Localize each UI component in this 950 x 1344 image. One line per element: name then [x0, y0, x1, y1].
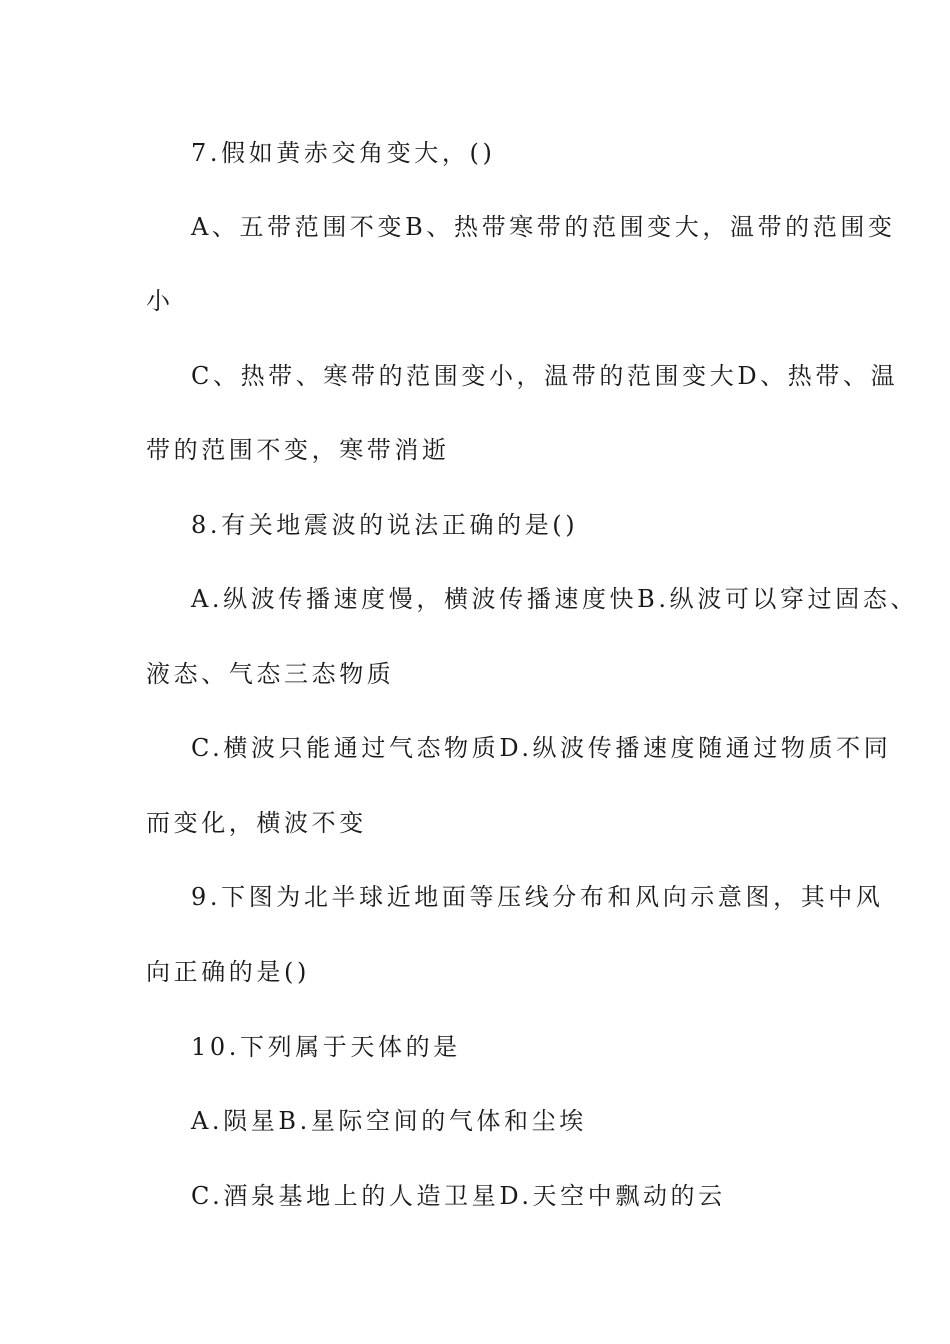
- question-7-options-cd-continued: 带的范围不变，寒带消逝: [146, 436, 450, 464]
- question-10-options-cd: C.酒泉基地上的人造卫星D.天空中飘动的云: [191, 1182, 726, 1210]
- question-8-options-cd: C.横波只能通过气态物质D.纵波传播速度随通过物质不同: [191, 734, 892, 762]
- question-8-options-ab: A.纵波传播速度慢，横波传播速度快B.纵波可以穿过固态、: [191, 585, 919, 613]
- question-9-stem: 9.下图为北半球近地面等压线分布和风向示意图，其中风: [191, 883, 884, 911]
- question-9-stem-continued: 向正确的是(): [146, 958, 310, 986]
- question-10-options-ab: A.陨星B.星际空间的气体和尘埃: [191, 1107, 587, 1135]
- question-10-stem: 10.下列属于天体的是: [191, 1033, 461, 1061]
- question-7-options-cd: C、热带、寒带的范围变小，温带的范围变大D、热带、温: [191, 362, 899, 390]
- question-8-options-ab-continued: 液态、气态三态物质: [146, 660, 395, 688]
- question-7-options-ab: A、五带范围不变B、热带寒带的范围变大，温带的范围变: [191, 213, 896, 241]
- question-7-options-ab-continued: 小: [146, 287, 174, 315]
- question-7-stem: 7.假如黄赤交角变大，(): [191, 139, 496, 167]
- question-8-options-cd-continued: 而变化，横波不变: [146, 809, 367, 837]
- question-8-stem: 8.有关地震波的说法正确的是(): [191, 511, 579, 539]
